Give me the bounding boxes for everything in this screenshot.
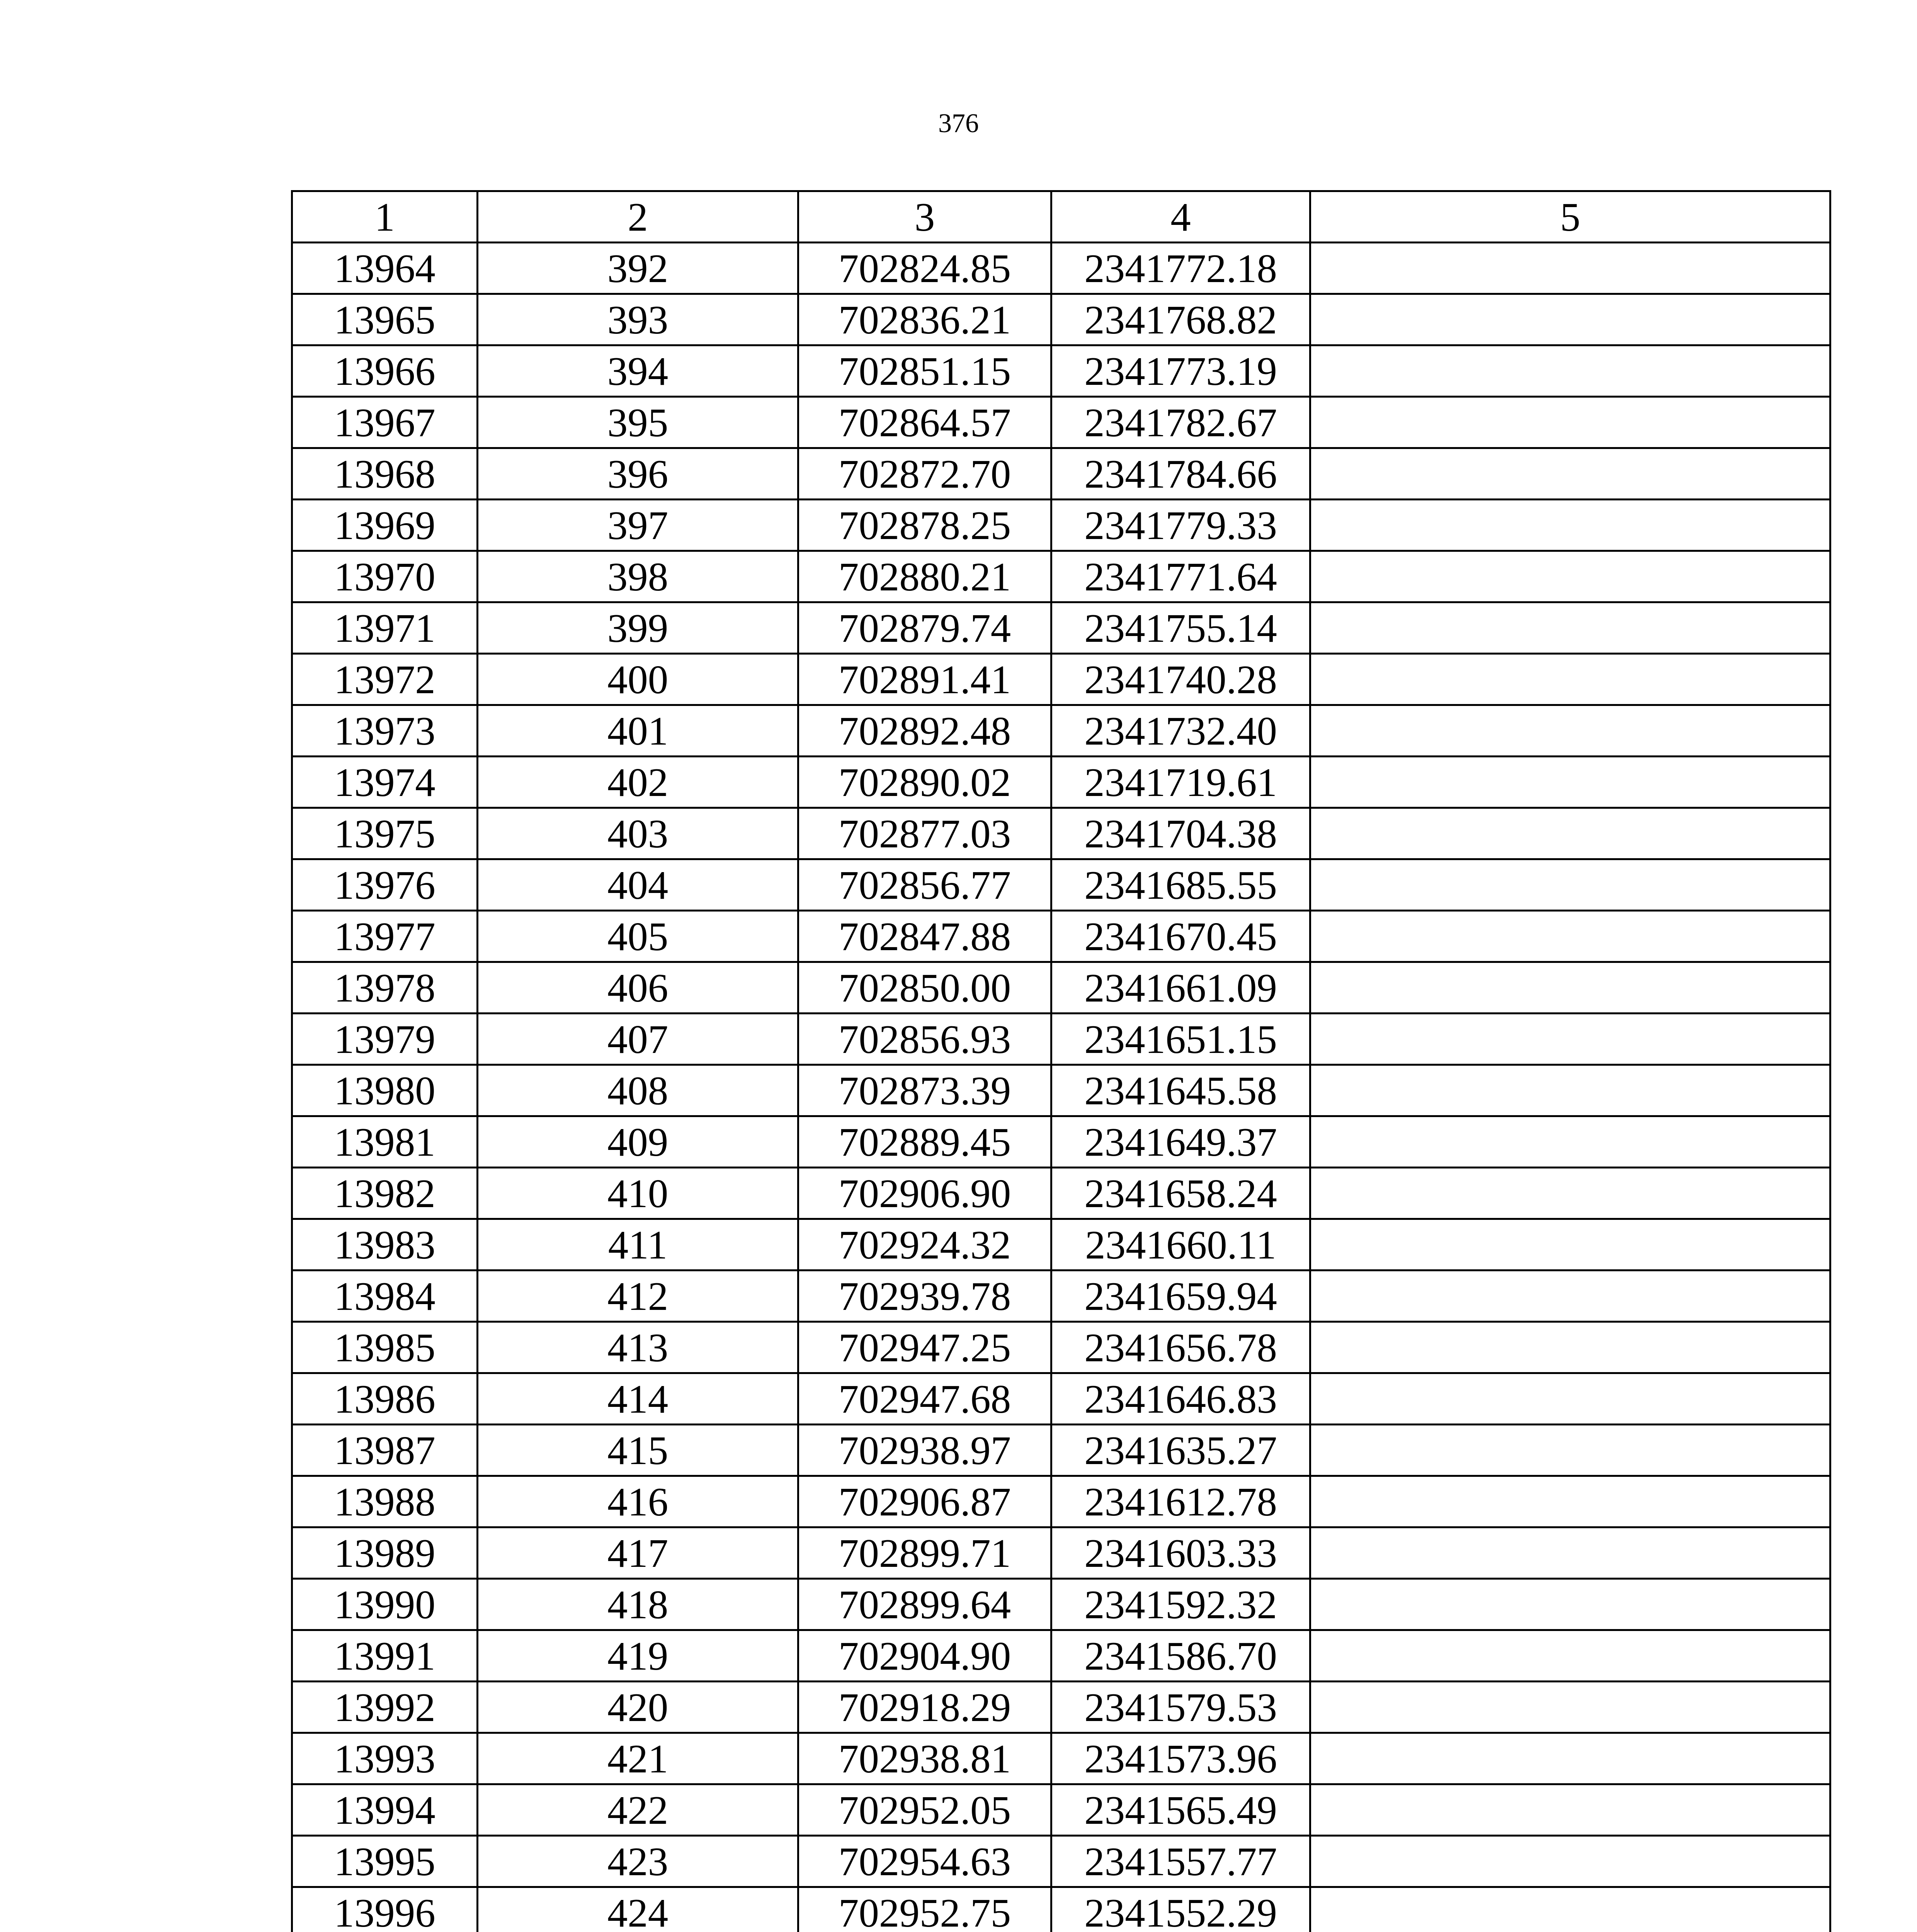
header-cell: 5 xyxy=(1310,191,1830,243)
table-cell: 403 xyxy=(478,808,798,859)
table-cell: 13976 xyxy=(292,859,478,911)
table-cell: 2341656.78 xyxy=(1051,1322,1310,1373)
table-cell xyxy=(1310,911,1830,962)
table-cell: 408 xyxy=(478,1065,798,1116)
table-cell: 2341779.33 xyxy=(1051,500,1310,551)
table-cell: 395 xyxy=(478,397,798,448)
table-cell: 2341658.24 xyxy=(1051,1168,1310,1219)
table-row xyxy=(292,1784,1830,1836)
table-cell xyxy=(1310,1682,1830,1733)
table-cell: 419 xyxy=(478,1630,798,1682)
table-cell: 2341784.66 xyxy=(1051,448,1310,500)
table-cell: 2341772.18 xyxy=(1051,243,1310,294)
table-cell: 2341660.11 xyxy=(1051,1219,1310,1270)
table-row xyxy=(292,397,1830,448)
table-cell: 2341557.77 xyxy=(1051,1836,1310,1887)
table-cell: 702906.87 xyxy=(798,1476,1051,1527)
table-cell: 702899.64 xyxy=(798,1579,1051,1630)
table-cell xyxy=(1310,1476,1830,1527)
table-row xyxy=(292,705,1830,757)
table-cell: 2341661.09 xyxy=(1051,962,1310,1014)
table-row xyxy=(292,294,1830,345)
table-cell: 414 xyxy=(478,1373,798,1425)
table-row xyxy=(292,551,1830,602)
table-cell: 13993 xyxy=(292,1733,478,1784)
table-cell: 13985 xyxy=(292,1322,478,1373)
table-cell: 2341649.37 xyxy=(1051,1116,1310,1168)
table-cell xyxy=(1310,1373,1830,1425)
table-cell: 415 xyxy=(478,1425,798,1476)
table-cell xyxy=(1310,1784,1830,1836)
table-cell xyxy=(1310,551,1830,602)
table-row xyxy=(292,602,1830,654)
table-cell: 2341651.15 xyxy=(1051,1014,1310,1065)
table-cell: 394 xyxy=(478,345,798,397)
table-row xyxy=(292,1887,1830,1932)
table-cell: 13972 xyxy=(292,654,478,705)
coordinates-table xyxy=(291,190,1831,1932)
table-cell: 702938.97 xyxy=(798,1425,1051,1476)
table-cell: 13977 xyxy=(292,911,478,962)
table-cell: 702879.74 xyxy=(798,602,1051,654)
table-cell: 13981 xyxy=(292,1116,478,1168)
table-cell: 422 xyxy=(478,1784,798,1836)
table-cell: 702938.81 xyxy=(798,1733,1051,1784)
table-cell xyxy=(1310,808,1830,859)
table-cell: 702947.25 xyxy=(798,1322,1051,1373)
table-cell: 2341592.32 xyxy=(1051,1579,1310,1630)
table-cell: 13988 xyxy=(292,1476,478,1527)
table-cell: 13974 xyxy=(292,757,478,808)
table-cell: 702954.63 xyxy=(798,1836,1051,1887)
table-cell: 401 xyxy=(478,705,798,757)
table-cell: 392 xyxy=(478,243,798,294)
table-row xyxy=(292,808,1830,859)
table-cell: 2341603.33 xyxy=(1051,1527,1310,1579)
table-cell: 702824.85 xyxy=(798,243,1051,294)
table-cell: 2341732.40 xyxy=(1051,705,1310,757)
table-row xyxy=(292,1682,1830,1733)
table-cell: 2341659.94 xyxy=(1051,1270,1310,1322)
table-cell: 2341768.82 xyxy=(1051,294,1310,345)
table-row xyxy=(292,1579,1830,1630)
table-cell: 13982 xyxy=(292,1168,478,1219)
table-cell xyxy=(1310,1270,1830,1322)
table-cell: 702924.32 xyxy=(798,1219,1051,1270)
table-cell: 702878.25 xyxy=(798,500,1051,551)
table-cell: 393 xyxy=(478,294,798,345)
table-cell: 406 xyxy=(478,962,798,1014)
table-cell xyxy=(1310,1579,1830,1630)
table-cell: 2341771.64 xyxy=(1051,551,1310,602)
table-cell: 13996 xyxy=(292,1887,478,1932)
table-cell xyxy=(1310,1014,1830,1065)
table-cell: 423 xyxy=(478,1836,798,1887)
header-cell: 4 xyxy=(1051,191,1310,243)
table-cell: 702889.45 xyxy=(798,1116,1051,1168)
table-row xyxy=(292,1733,1830,1784)
table-cell: 702872.70 xyxy=(798,448,1051,500)
table-row xyxy=(292,243,1830,294)
table-cell xyxy=(1310,1219,1830,1270)
table-cell: 2341755.14 xyxy=(1051,602,1310,654)
table-cell: 702856.77 xyxy=(798,859,1051,911)
table-cell: 407 xyxy=(478,1014,798,1065)
table-cell: 702856.93 xyxy=(798,1014,1051,1065)
table-row xyxy=(292,1836,1830,1887)
table-cell: 397 xyxy=(478,500,798,551)
table-cell: 702880.21 xyxy=(798,551,1051,602)
table-cell xyxy=(1310,705,1830,757)
table-cell: 702904.90 xyxy=(798,1630,1051,1682)
table-cell: 702899.71 xyxy=(798,1527,1051,1579)
table-row xyxy=(292,654,1830,705)
table-cell xyxy=(1310,1065,1830,1116)
table-cell: 702939.78 xyxy=(798,1270,1051,1322)
table-cell: 2341573.96 xyxy=(1051,1733,1310,1784)
table-cell: 400 xyxy=(478,654,798,705)
header-cell: 1 xyxy=(292,191,478,243)
table-cell: 412 xyxy=(478,1270,798,1322)
table-cell xyxy=(1310,243,1830,294)
table-cell: 13989 xyxy=(292,1527,478,1579)
table-cell: 702836.21 xyxy=(798,294,1051,345)
table-row xyxy=(292,962,1830,1014)
table-cell: 398 xyxy=(478,551,798,602)
table-cell: 399 xyxy=(478,602,798,654)
table-cell: 418 xyxy=(478,1579,798,1630)
table-cell xyxy=(1310,962,1830,1014)
table-row xyxy=(292,1065,1830,1116)
table-cell xyxy=(1310,1425,1830,1476)
table-cell: 13994 xyxy=(292,1784,478,1836)
table-cell: 13992 xyxy=(292,1682,478,1733)
table-cell xyxy=(1310,448,1830,500)
table-cell: 2341645.58 xyxy=(1051,1065,1310,1116)
table-cell: 13984 xyxy=(292,1270,478,1322)
table-cell: 13980 xyxy=(292,1065,478,1116)
table-cell: 13971 xyxy=(292,602,478,654)
table-cell: 13978 xyxy=(292,962,478,1014)
table-cell: 416 xyxy=(478,1476,798,1527)
table-cell: 702891.41 xyxy=(798,654,1051,705)
table-cell xyxy=(1310,1116,1830,1168)
table-cell: 396 xyxy=(478,448,798,500)
table-cell xyxy=(1310,1836,1830,1887)
table-cell: 702890.02 xyxy=(798,757,1051,808)
table-row xyxy=(292,1373,1830,1425)
table-cell xyxy=(1310,1322,1830,1373)
table-cell: 413 xyxy=(478,1322,798,1373)
table-cell: 2341670.45 xyxy=(1051,911,1310,962)
table-cell xyxy=(1310,1168,1830,1219)
table-cell: 702947.68 xyxy=(798,1373,1051,1425)
table-cell xyxy=(1310,345,1830,397)
table-cell: 13983 xyxy=(292,1219,478,1270)
table-cell: 13990 xyxy=(292,1579,478,1630)
table-cell: 13979 xyxy=(292,1014,478,1065)
table-cell xyxy=(1310,1887,1830,1932)
table-row xyxy=(292,911,1830,962)
table-header-row xyxy=(292,191,1830,243)
table-cell: 702918.29 xyxy=(798,1682,1051,1733)
table-cell: 13964 xyxy=(292,243,478,294)
table-cell: 405 xyxy=(478,911,798,962)
header-cell: 3 xyxy=(798,191,1051,243)
table-cell: 2341685.55 xyxy=(1051,859,1310,911)
table-cell: 13967 xyxy=(292,397,478,448)
table-cell: 2341635.27 xyxy=(1051,1425,1310,1476)
table-cell: 702864.57 xyxy=(798,397,1051,448)
table-cell xyxy=(1310,500,1830,551)
table-cell xyxy=(1310,859,1830,911)
table-row xyxy=(292,448,1830,500)
table-cell: 702873.39 xyxy=(798,1065,1051,1116)
table-row xyxy=(292,757,1830,808)
table-cell: 420 xyxy=(478,1682,798,1733)
table-cell xyxy=(1310,654,1830,705)
table-cell: 702952.05 xyxy=(798,1784,1051,1836)
table-cell xyxy=(1310,294,1830,345)
table-cell: 13986 xyxy=(292,1373,478,1425)
table-cell: 13973 xyxy=(292,705,478,757)
table-cell: 409 xyxy=(478,1116,798,1168)
table-cell: 2341782.67 xyxy=(1051,397,1310,448)
table-row xyxy=(292,1630,1830,1682)
table-cell: 417 xyxy=(478,1527,798,1579)
table-cell: 13969 xyxy=(292,500,478,551)
table-cell: 2341612.78 xyxy=(1051,1476,1310,1527)
table-cell xyxy=(1310,397,1830,448)
header-cell: 2 xyxy=(478,191,798,243)
table-cell: 2341646.83 xyxy=(1051,1373,1310,1425)
page-number: 376 xyxy=(938,109,979,138)
table-cell: 2341565.49 xyxy=(1051,1784,1310,1836)
table-row xyxy=(292,1322,1830,1373)
table-cell: 2341586.70 xyxy=(1051,1630,1310,1682)
table-cell: 13966 xyxy=(292,345,478,397)
table-cell: 13970 xyxy=(292,551,478,602)
table-cell: 702850.00 xyxy=(798,962,1051,1014)
table-cell xyxy=(1310,757,1830,808)
table-cell xyxy=(1310,602,1830,654)
table-cell: 702952.75 xyxy=(798,1887,1051,1932)
table-cell: 702847.88 xyxy=(798,911,1051,962)
table-cell: 13968 xyxy=(292,448,478,500)
table-cell: 13987 xyxy=(292,1425,478,1476)
table-row xyxy=(292,1168,1830,1219)
table-body xyxy=(292,191,1830,1932)
table-row xyxy=(292,1527,1830,1579)
table-cell: 2341552.29 xyxy=(1051,1887,1310,1932)
table-cell: 410 xyxy=(478,1168,798,1219)
table-cell: 2341579.53 xyxy=(1051,1682,1310,1733)
table-cell: 13995 xyxy=(292,1836,478,1887)
table-cell: 421 xyxy=(478,1733,798,1784)
table-cell xyxy=(1310,1527,1830,1579)
table-row xyxy=(292,1116,1830,1168)
table-row xyxy=(292,500,1830,551)
table-cell: 13965 xyxy=(292,294,478,345)
table-cell: 702851.15 xyxy=(798,345,1051,397)
table-row xyxy=(292,1476,1830,1527)
table-row xyxy=(292,1425,1830,1476)
table-cell: 702877.03 xyxy=(798,808,1051,859)
table-cell: 702906.90 xyxy=(798,1168,1051,1219)
table-row xyxy=(292,1014,1830,1065)
table-cell: 2341704.38 xyxy=(1051,808,1310,859)
table-cell: 2341719.61 xyxy=(1051,757,1310,808)
table-cell: 13991 xyxy=(292,1630,478,1682)
table-cell: 2341773.19 xyxy=(1051,345,1310,397)
table-cell: 411 xyxy=(478,1219,798,1270)
table-cell xyxy=(1310,1733,1830,1784)
table-cell: 402 xyxy=(478,757,798,808)
table-cell: 424 xyxy=(478,1887,798,1932)
table-row xyxy=(292,345,1830,397)
table-cell xyxy=(1310,1630,1830,1682)
table-row xyxy=(292,1270,1830,1322)
table-row xyxy=(292,859,1830,911)
table-cell: 404 xyxy=(478,859,798,911)
table-cell: 702892.48 xyxy=(798,705,1051,757)
table-cell: 13975 xyxy=(292,808,478,859)
table-cell: 2341740.28 xyxy=(1051,654,1310,705)
table-row xyxy=(292,1219,1830,1270)
